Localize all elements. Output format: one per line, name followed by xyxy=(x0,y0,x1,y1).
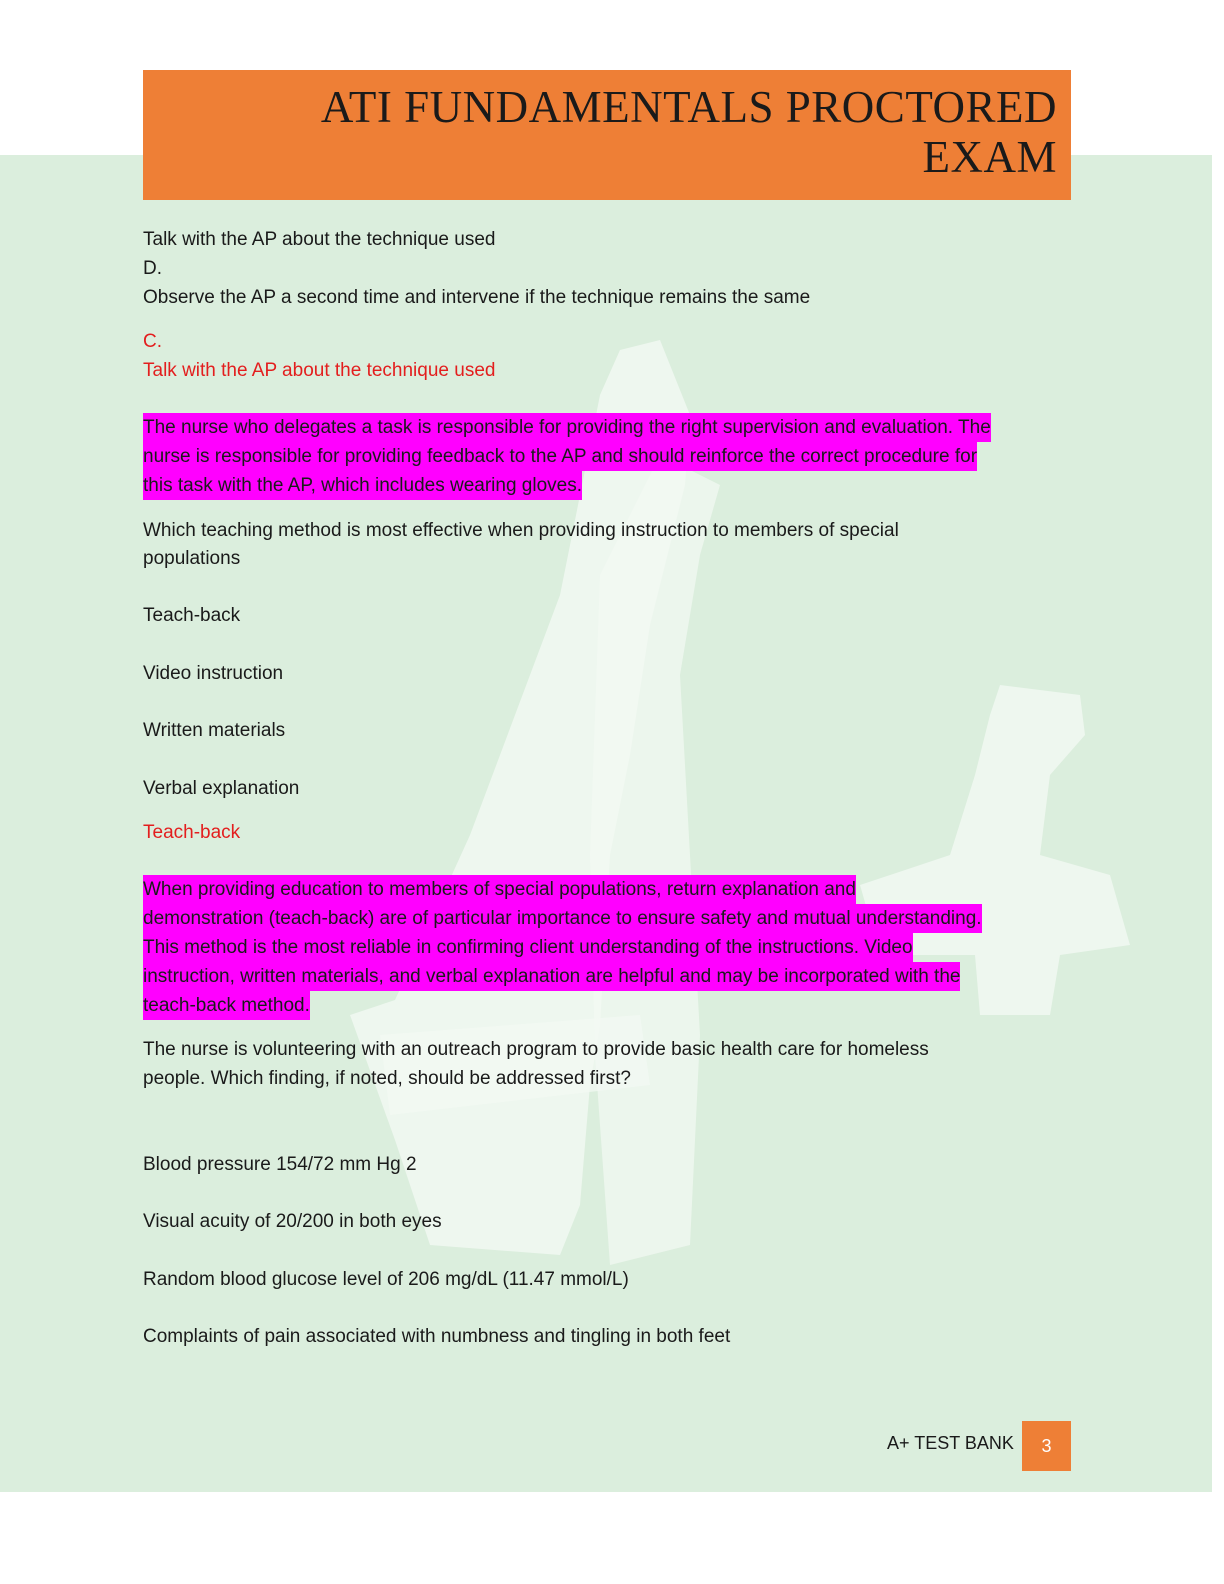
page-number: 3 xyxy=(1022,1421,1071,1471)
question-2-option: Written materials xyxy=(143,720,286,741)
question-3-option: Blood pressure 154/72 mm Hg 2 xyxy=(143,1154,417,1175)
question-2-option: Teach-back xyxy=(143,605,241,626)
question-3-option: Random blood glucose level of 206 mg/dL (11.47 mmol/L) xyxy=(143,1269,629,1290)
option-d-text: Observe the AP a second time and intervene if the technique remains the same xyxy=(143,287,811,308)
rationale-1-line: nurse is responsible for providing feedback to the AP and should reinforce the correct procedure for xyxy=(143,442,977,471)
rationale-2-line: demonstration (teach-back) are of particular importance to ensure safety and mutual understanding. xyxy=(143,904,982,933)
question-3-line: The nurse is volunteering with an outreach program to provide basic health care for homeless xyxy=(143,1039,929,1060)
option-c-text: Talk with the AP about the technique used xyxy=(143,229,496,250)
rationale-2-line: teach-back method. xyxy=(143,991,310,1020)
question-2-option: Video instruction xyxy=(143,663,284,684)
question-2-option: Verbal explanation xyxy=(143,778,300,799)
rationale-2-line: When providing education to members of special populations, return explanation and xyxy=(143,875,856,904)
option-d-letter: D. xyxy=(143,258,162,279)
question-2-line: Which teaching method is most effective when providing instruction to members of special xyxy=(143,520,899,541)
rationale-1 xyxy=(143,413,991,500)
rationale-2-line: This method is the most reliable in confirming client understanding of the instructions. Video xyxy=(143,933,913,962)
answer-letter: C. xyxy=(143,331,162,352)
question-2-line: populations xyxy=(143,548,241,569)
rationale-1-line: The nurse who delegates a task is responsible for providing the right supervision and evaluation. The xyxy=(143,413,991,442)
answer-text: Talk with the AP about the technique used xyxy=(143,360,496,381)
question-3-line: people. Which finding, if noted, should be addressed first? xyxy=(143,1068,631,1089)
footer-label: A+ TEST BANK xyxy=(887,1433,1014,1453)
document-title-banner xyxy=(143,70,1071,200)
title-line-1: ATI FUNDAMENTALS PROCTORED xyxy=(320,82,1057,132)
rationale-2 xyxy=(143,875,982,1020)
title-line-2: EXAM xyxy=(922,132,1057,182)
question-3-option: Complaints of pain associated with numbness and tingling in both feet xyxy=(143,1326,731,1347)
rationale-1-line: this task with the AP, which includes wearing gloves. xyxy=(143,471,582,500)
question-2-answer: Teach-back xyxy=(143,822,241,843)
question-3-option: Visual acuity of 20/200 in both eyes xyxy=(143,1211,442,1232)
rationale-2-line: instruction, written materials, and verbal explanation are helpful and may be incorporated with the xyxy=(143,962,960,991)
